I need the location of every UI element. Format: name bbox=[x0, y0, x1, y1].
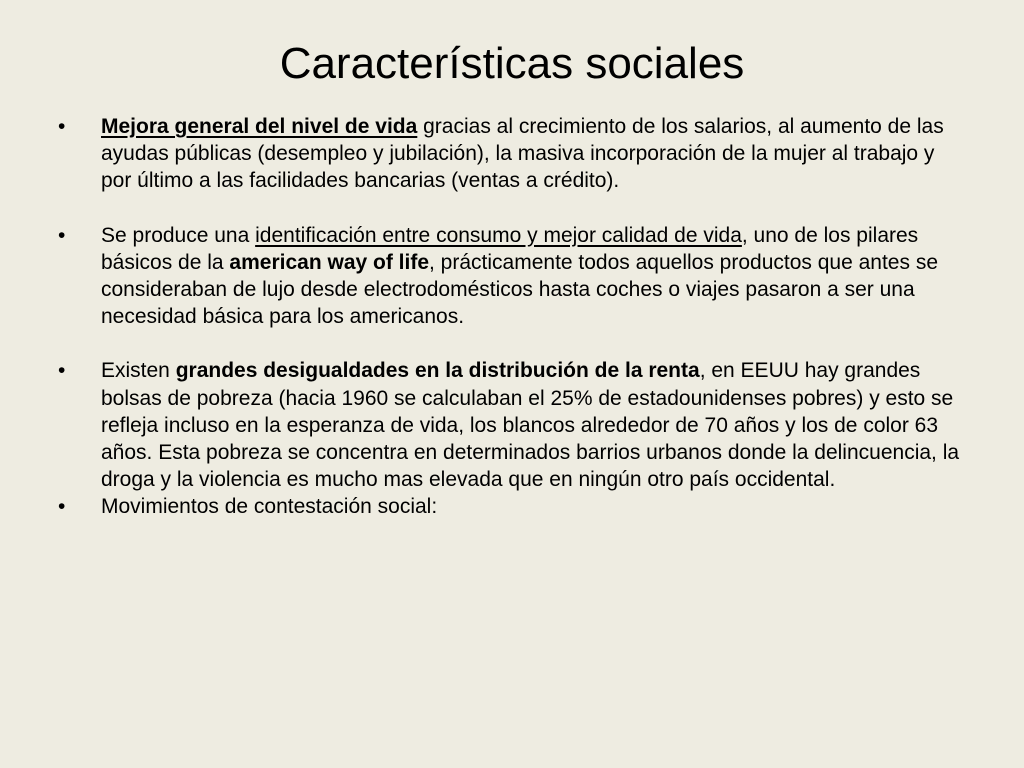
bullet-text-segment: , en EEUU hay grandes bolsas de pobreza (hacia 1960 se calculaban el 25% de estadounidenses pobres) y esto se refleja incluso en la esperanza de vida, los blancos alrededor de 70 años y los de color 63 años. Esta pobreza se concentra en determinados barrios urbanos donde la delincuencia, la droga y la violencia es mucho mas elevada que en ningún otro país occidental. bbox=[101, 359, 960, 492]
bullet-emphasis: grandes desigualdades en la distribución de la renta bbox=[175, 359, 700, 383]
bullet-dot-icon: • bbox=[58, 359, 66, 383]
bullet-text bbox=[101, 115, 944, 192]
bullet-item bbox=[55, 357, 970, 493]
bullet-text bbox=[101, 495, 437, 518]
bullet-emphasis: identificación entre consumo y mejor calidad de vida bbox=[255, 223, 742, 247]
bullet-text bbox=[101, 224, 938, 329]
bullet-item bbox=[55, 113, 970, 195]
bullet-list bbox=[55, 113, 970, 521]
bullet-text-segment: , uno de los pilares básicos de la bbox=[101, 223, 919, 274]
bullet-item bbox=[55, 222, 970, 331]
bullet-dot-icon: • bbox=[58, 115, 66, 138]
bullet-text-segment: Se produce una bbox=[101, 223, 256, 247]
bullet-emphasis: american way of life bbox=[229, 250, 430, 274]
bullet-dot-icon: • bbox=[58, 495, 66, 519]
bullet-dot-icon: • bbox=[58, 223, 66, 247]
bullet-item bbox=[55, 493, 970, 520]
bullet-text-segment: Movimientos de contestación social: bbox=[101, 495, 438, 519]
bullet-text-segment: , prácticamente todos aquellos productos que antes se consideraban de lujo desde electrodomésticos hasta coches o viajes pasaron a ser una necesidad básica para los americanos. bbox=[101, 250, 938, 329]
bullet-emphasis: Mejora general del nivel de vida bbox=[101, 115, 418, 138]
bullet-text bbox=[101, 359, 959, 491]
slide-title: Características sociales bbox=[279, 39, 745, 88]
bullet-text-segment: Existen bbox=[101, 359, 176, 383]
bullet-text-segment: gracias al crecimiento de los salarios, al aumento de las ayudas públicas (desempleo y jubilación), la masiva incorporación de la mujer al trabajo y por último a las facilidades bancarias (ventas a crédito). bbox=[101, 115, 944, 193]
